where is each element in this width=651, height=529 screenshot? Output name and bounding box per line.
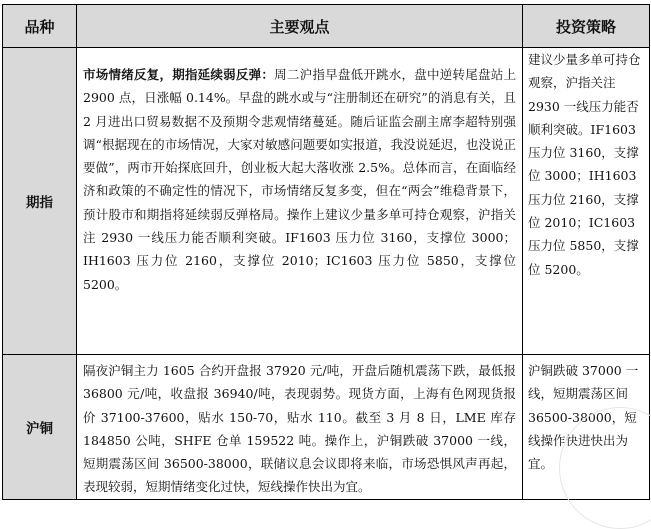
strategy-cell: 沪铜跌破 37000 一线，短期震荡区间 36500-38000，短线操作快进快出为宜。: [523, 355, 650, 500]
strategy-cell: 建议少量多单可持仓观察，沪指关注 2930 一线压力能否顺利突破。IF1603 压力位 3160，支撑位 3000；IH1603 压力位 2160，支撑位 2010；IC1603 压力位 5850，支撑位 5200。: [523, 48, 650, 355]
header-strategy: 投资策略: [523, 5, 650, 48]
table-header-row: [3, 5, 650, 48]
view-text: 周二沪指早盘低开跳水，盘中逆转尾盘站上 2900 点，日涨幅 0.14%。早盘的跳水或与“注册制还在研究”的消息有关，且 2 月进出口贸易数据不及预期令悲观情绪蔓延。随后证监会副主席李超特别强调“根据现在的市场情况，大家对敏感问题要如实报道，我没说延迟，也没说正要做”，两市开始探底回升，创业板大起大落收涨 2.5%。总体而言，在面临经济和政策的不确定性的情况下，市场情绪反复多变，但在“两会”维稳背景下，预计股市和期指将延续弱反弹格局。操作上建议少量多单可持仓观察，沪指关注 2930 一线压力能否顺利突破。IF1603 压力位 3160，支撑位 3000；IH1603 压力位 2160，支撑位 2010；IC1603 压力位 5850，支撑位 5200。: [83, 67, 516, 292]
view-headline: 市场情绪反复，期指延续弱反弹：: [83, 67, 275, 82]
table-row: [3, 48, 650, 355]
strategy-table: [2, 4, 650, 500]
header-variety: 品种: [3, 5, 77, 48]
main-view-cell: [77, 48, 523, 355]
variety-name: 期指: [3, 48, 77, 355]
header-main-views: 主要观点: [77, 5, 523, 48]
main-view-cell: 隔夜沪铜主力 1605 合约开盘报 37920 元/吨，开盘后随机震荡下跌，最低报 36800 元/吨，收盘报 36940/吨，表现弱势。现货方面，上海有色网现货报价 37100-37600，贴水 150-70，贴水 110。截至 3 月 8 日，LME 库存 184850 公吨，SHFE 仓单 159522 吨。操作上，沪铜跌破 37000 一线，短期震荡区间 36500-38000，联储议息会议即将来临，市场恐惧风声再起，表现较弱，短期情绪变化过快，短线操作快出为宜。: [77, 355, 523, 500]
variety-name: 沪铜: [3, 355, 77, 500]
table-row: [3, 355, 650, 500]
